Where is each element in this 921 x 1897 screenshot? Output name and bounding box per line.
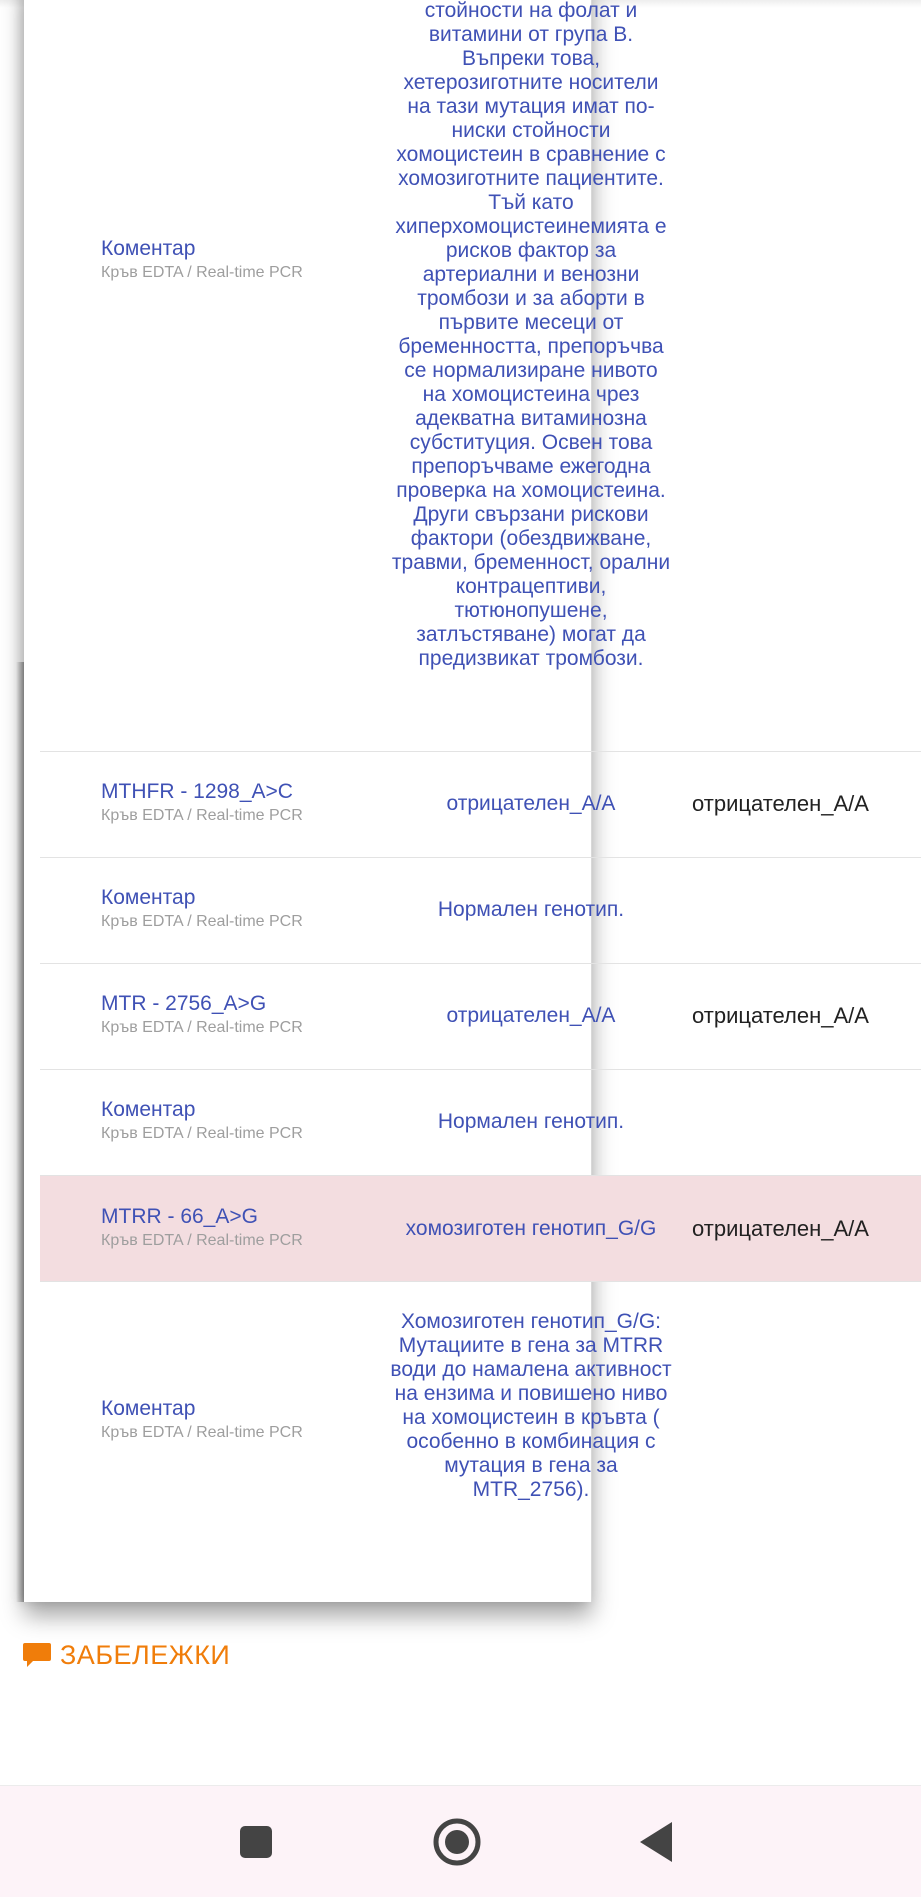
test-name-cell [101, 236, 391, 284]
test-result: Нормален генотип. [437, 1110, 625, 1133]
test-result: стойности на фолат и витамини от група В. Въпреки това, хетерозиготните носители на тази мутация имат по-ниски стойности хомоцистеин в сравнение с хомозиготните пациентите. Тъй като хиперхомоцистеинемията е рисков фактор за артериални и венозни тромбози и за аборти в първите месеци от бременността, препоръчва се нормализиране нивото на хомоцистеина чрез адекватна витаминозна субституция. Освен това препоръчваме ежегодна проверка на хомоцистеина. Други свързани рискови фактори (обездвижване, травми, бременност, орални контрацептиви, тютюнопушене, затлъстяване) могат да предизвикат тромбози. [391, 0, 671, 670]
table-row [40, 1282, 921, 1542]
test-name[interactable]: Коментар [101, 1098, 196, 1121]
test-sample-method: Кръв EDTA / Real-time PCR [101, 807, 303, 824]
table-row [40, 1070, 921, 1176]
test-name[interactable]: MTR - 2756_A>G [101, 992, 267, 1015]
results-table [40, 0, 921, 1542]
test-name[interactable]: Коментар [101, 1397, 196, 1420]
test-result: отрицателен_А/А [446, 792, 616, 815]
test-result: отрицателен_А/А [446, 1004, 616, 1027]
home-circle-icon[interactable] [427, 1812, 487, 1872]
test-name-cell [101, 1097, 391, 1145]
reference-value: отрицателен_А/А [692, 1216, 869, 1241]
notes-header[interactable] [22, 1640, 230, 1671]
table-row-highlighted [40, 1176, 921, 1282]
table-row [40, 858, 921, 964]
reference-value: отрицателен_А/А [692, 791, 869, 816]
test-result: Нормален генотип. [437, 898, 625, 921]
test-sample-method: Кръв EDTA / Real-time PCR [101, 913, 303, 930]
card-side-shadow [16, 662, 24, 1602]
table-row [40, 752, 921, 858]
test-name[interactable]: MTHFR - 1298_A>C [101, 780, 293, 803]
test-sample-method: Кръв EDTA / Real-time PCR [101, 1125, 303, 1142]
reference-value: отрицателен_А/А [692, 1003, 869, 1028]
test-name[interactable]: Коментар [101, 237, 196, 260]
test-name-cell [101, 1204, 391, 1252]
table-row [40, 0, 921, 752]
test-name-cell [101, 991, 391, 1039]
notes-label: ЗАБЕЛЕЖКИ [60, 1640, 231, 1670]
test-name-cell [101, 1396, 391, 1444]
test-result: хомозиготен генотип_G/G [405, 1217, 657, 1240]
test-result: Хомозиготен генотип_G/G: Мутациите в гена за MTRR води до намалена активност на ензима и повишено ниво на хомоцистеин в кръвта ( особенно в комбинация с мутация в гена за MTR_2756). [390, 1310, 672, 1501]
back-triangle-icon[interactable] [628, 1812, 688, 1872]
comment-icon [22, 1642, 52, 1670]
test-name[interactable]: MTRR - 66_A>G [101, 1205, 258, 1228]
table-row [40, 964, 921, 1070]
test-name-cell [101, 885, 391, 933]
test-name[interactable]: Коментар [101, 886, 196, 909]
recents-square-icon[interactable] [226, 1812, 286, 1872]
system-navigation-bar [0, 1785, 921, 1897]
test-sample-method: Кръв EDTA / Real-time PCR [101, 264, 303, 281]
test-sample-method: Кръв EDTA / Real-time PCR [101, 1019, 303, 1036]
test-sample-method: Кръв EDTA / Real-time PCR [101, 1424, 303, 1441]
test-sample-method: Кръв EDTA / Real-time PCR [101, 1232, 303, 1249]
test-name-cell [101, 779, 391, 827]
